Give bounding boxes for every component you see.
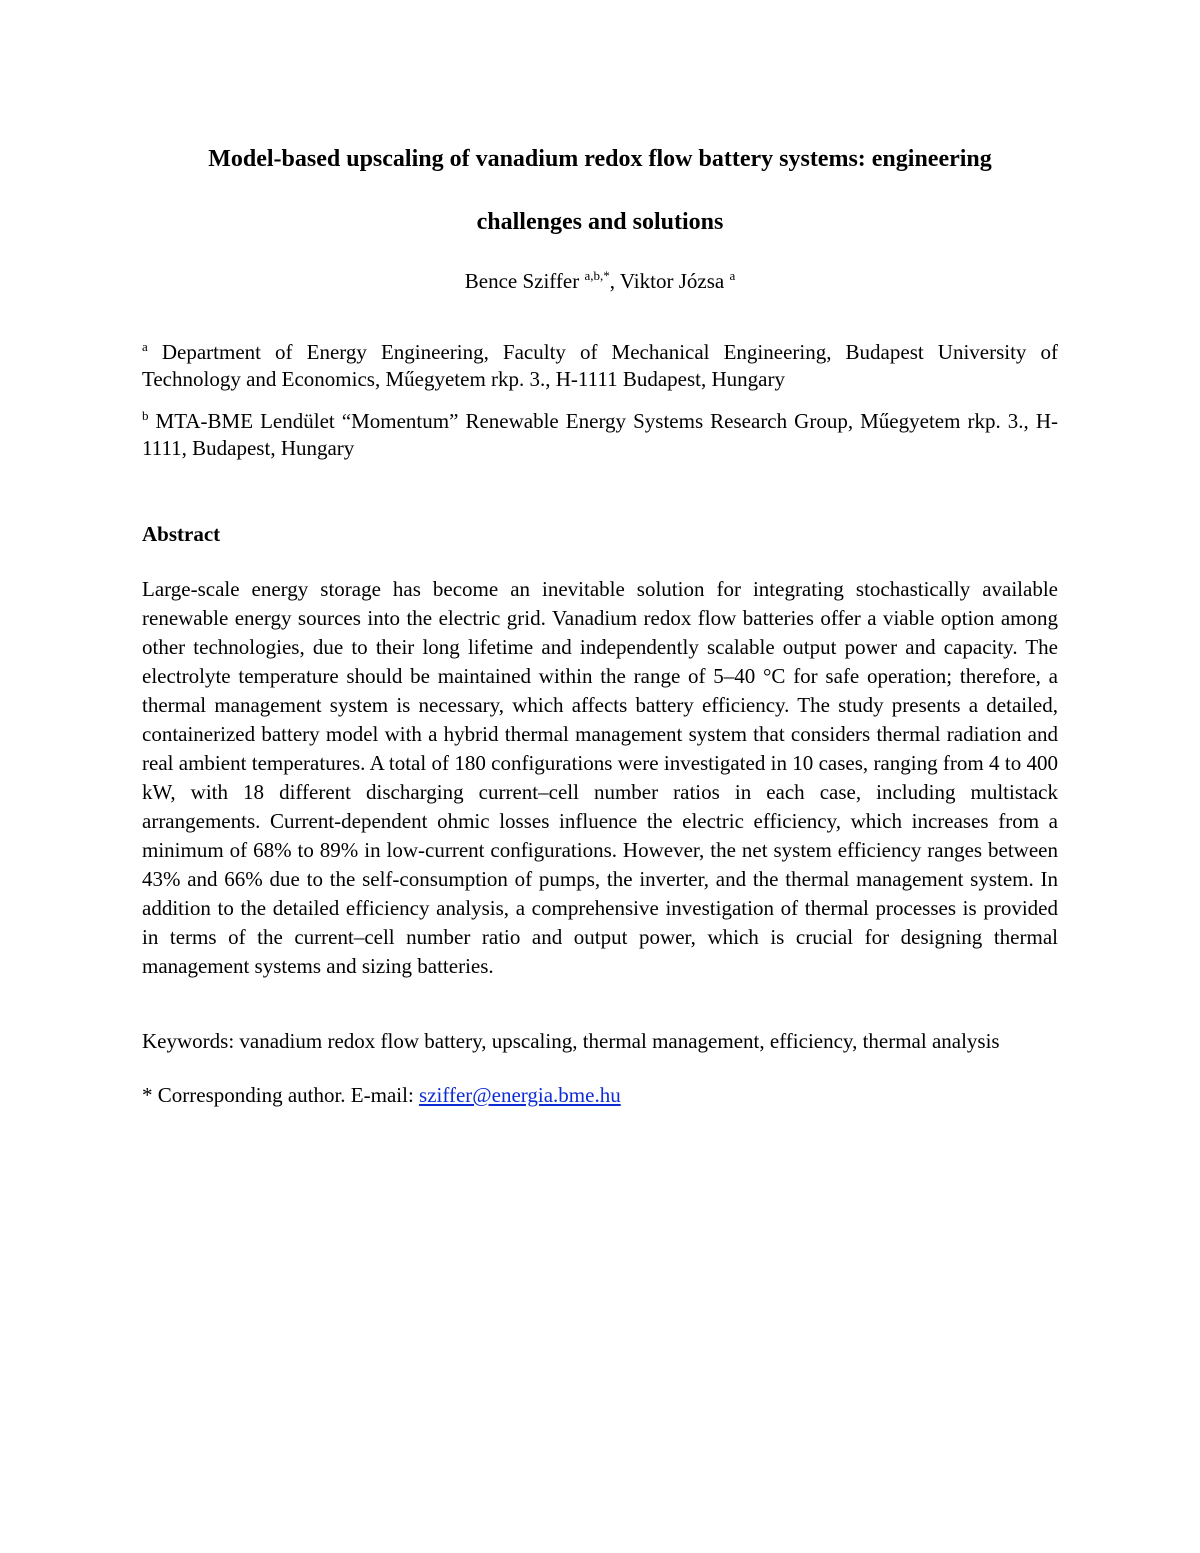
keywords: Keywords: vanadium redox flow battery, upscaling, thermal management, efficiency, thermal analysis xyxy=(142,1029,1000,1053)
author-list xyxy=(142,268,1058,294)
abstract-heading: Abstract xyxy=(142,522,221,546)
author-affiliation-marker: a,b,* xyxy=(584,268,610,283)
author-affiliation-marker: a xyxy=(729,268,736,283)
affiliation-b xyxy=(142,408,1058,462)
affiliation-text: Department of Energy Engineering, Faculty of Mechanical Engineering, Budapest University of Technology and Economics, Műegyetem rkp. 3., H-1111 Budapest, Hungary xyxy=(142,340,1058,391)
corresponding-author xyxy=(142,1082,1058,1109)
paper-title-line-2: challenges and solutions xyxy=(476,209,724,235)
author-separator: , xyxy=(609,269,620,293)
affiliation-a xyxy=(142,339,1058,393)
email-link[interactable]: sziffer@energia.bme.hu xyxy=(419,1083,621,1107)
affiliation-marker: b xyxy=(142,408,149,423)
corresponding-label: * Corresponding author. E-mail: xyxy=(142,1083,420,1107)
author-name: Bence Sziffer xyxy=(464,269,580,293)
abstract-body: Large-scale energy storage has become an inevitable solution for integrating stochastically available renewable energy sources into the electric grid. Vanadium redox flow batteries offer a viable option among other technologies, due to their long lifetime and independently scalable output power and capacity. The electrolyte temperature should be maintained within the range of 5–40 °C for safe operation; therefore, a thermal management system is necessary, which affects battery efficiency. The study presents a detailed, containerized battery model with a hybrid thermal management system that considers thermal radiation and real ambient temperatures. A total of 180 configurations were investigated in 10 cases, ranging from 4 to 400 kW, with 18 different discharging current–cell number ratios in each case, including multistack arrangements. Current-dependent ohmic losses influence the electric efficiency, which increases from a minimum of 68% to 89% in low-current configurations. However, the net system efficiency ranges between 43% and 66% due to the self-consumption of pumps, the inverter, and the thermal management system. In addition to the detailed efficiency analysis, a comprehensive investigation of thermal processes is provided in terms of the current–cell number ratio and output power, which is crucial for designing thermal management systems and sizing batteries. xyxy=(142,577,1058,978)
author-name: Viktor Józsa xyxy=(619,269,725,293)
affiliation-text: MTA-BME Lendület “Momentum” Renewable Energy Systems Research Group, Műegyetem rkp. 3., H-1111, Budapest, Hungary xyxy=(142,409,1058,460)
paper-title-line-1: Model-based upscaling of vanadium redox flow battery systems: engineering xyxy=(208,146,992,172)
affiliation-marker: a xyxy=(142,339,148,354)
